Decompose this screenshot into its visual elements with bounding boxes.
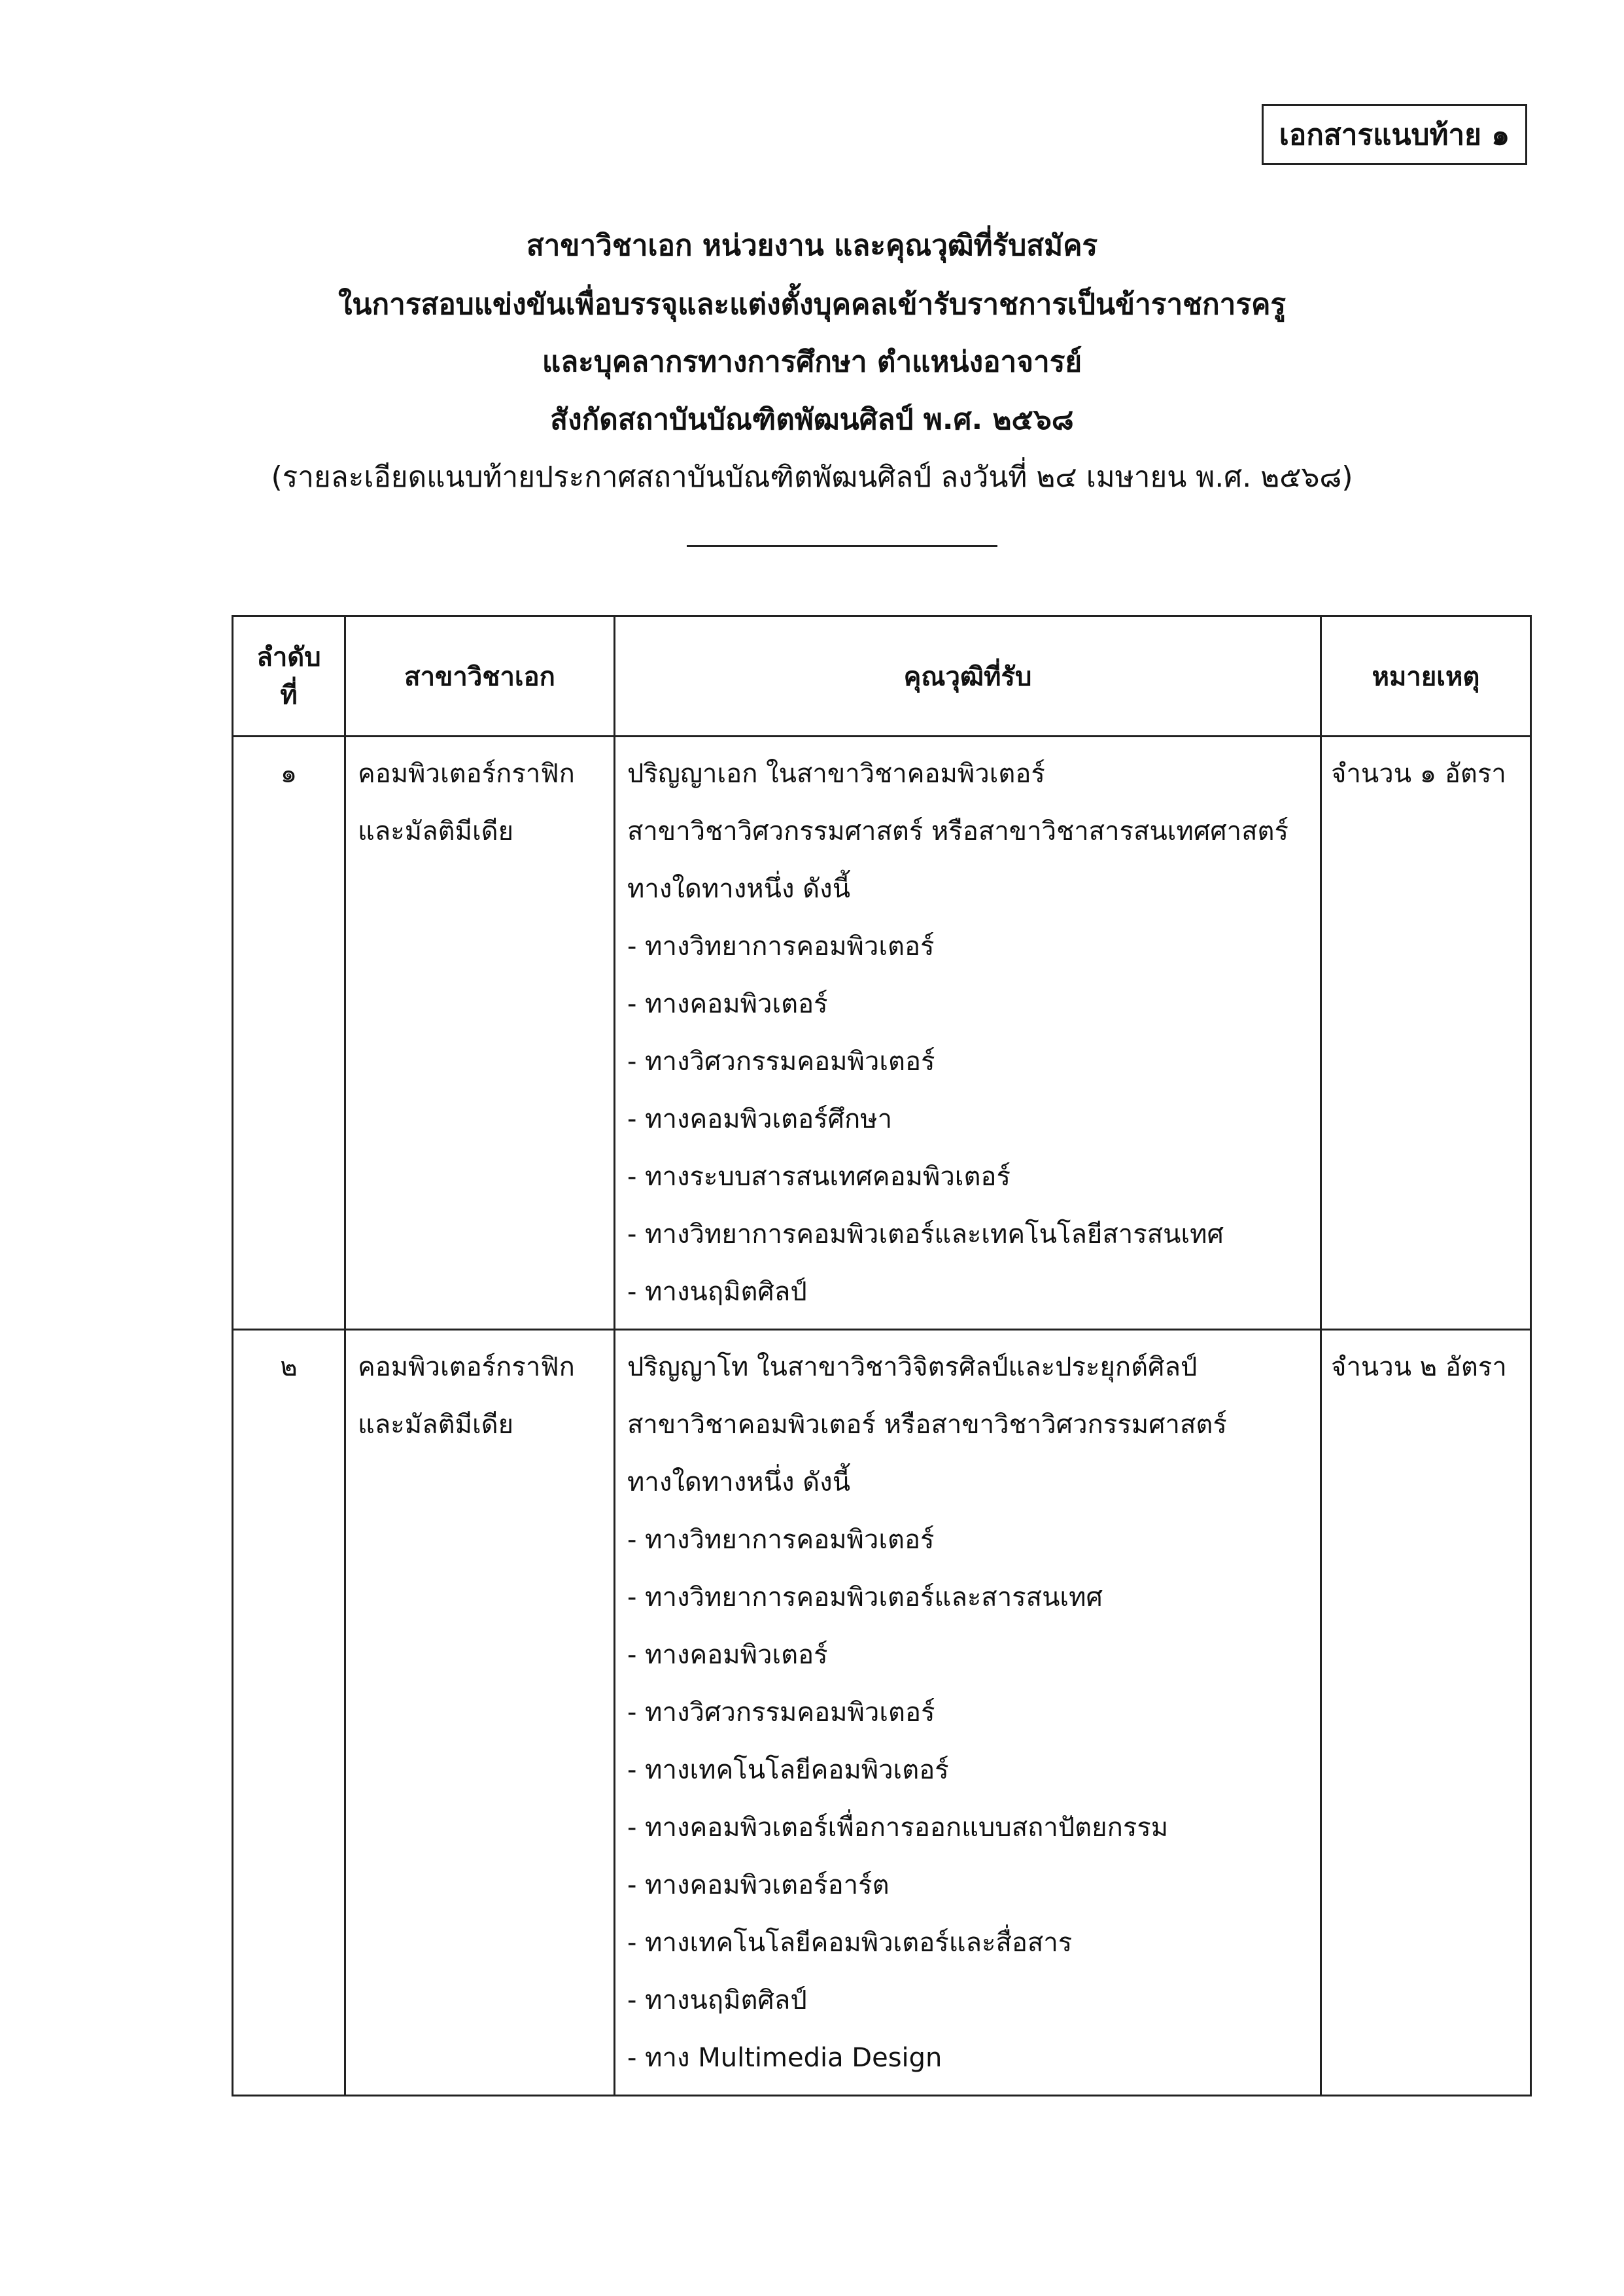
title-line-2: ในการสอบแข่งขันเพื่อบรรจุและแต่งตั้งบุคคลเข้ารับราชการเป็นข้าราชการครู (337, 288, 1287, 321)
qualification-line: - ทางวิศวกรรมคอมพิวเตอร์ (627, 1697, 935, 1728)
qualification-line: สาขาวิชาคอมพิวเตอร์ หรือสาขาวิชาวิศวกรรมศาสตร์ (627, 1410, 1227, 1440)
title-line-3: และบุคลากรทางการศึกษา ตำแหน่งอาจารย์ (542, 345, 1082, 379)
row-number: ๒ (233, 1330, 345, 2096)
row-note: จำนวน ๒ อัตรา (1321, 1330, 1531, 2096)
major-line: และมัลติมีเดีย (358, 1410, 514, 1440)
major-line: และมัลติมีเดีย (358, 816, 514, 846)
title-line-1: สาขาวิชาเอก หน่วยงาน และคุณวุฒิที่รับสมัคร (526, 229, 1098, 262)
qualification-line: - ทางวิทยาการคอมพิวเตอร์และเทคโนโลยีสารสนเทศ (627, 1219, 1224, 1249)
major-line: คอมพิวเตอร์กราฟิก (358, 759, 575, 789)
header-qualification: คุณวุฒิที่รับ (615, 616, 1321, 737)
qualification-line: - ทางคอมพิวเตอร์ศึกษา (627, 1104, 893, 1134)
major-line: คอมพิวเตอร์กราฟิก (358, 1352, 575, 1382)
qualification-line: สาขาวิชาวิศวกรรมศาสตร์ หรือสาขาวิชาสารสนเทศศาสตร์ (627, 816, 1288, 846)
table-row (233, 1330, 1531, 2096)
header-note: หมายเหตุ (1321, 616, 1531, 737)
qualification-line: ปริญญาโท ในสาขาวิชาวิจิตรศิลป์และประยุกต์ศิลป์ (627, 1352, 1198, 1382)
row-qualification (615, 1330, 1321, 2096)
qualification-line: - ทางนฤมิตศิลป์ (627, 1985, 807, 2015)
qualification-line: - ทางคอมพิวเตอร์ (627, 1640, 828, 1670)
qualification-table (232, 615, 1532, 2096)
row-major (345, 1330, 615, 2096)
qualification-line: ปริญญาเอก ในสาขาวิชาคอมพิวเตอร์ (627, 759, 1045, 789)
qualification-line: - ทางคอมพิวเตอร์อาร์ต (627, 1870, 890, 1900)
qualification-line: - ทางเทคโนโลยีคอมพิวเตอร์และสื่อสาร (627, 1928, 1073, 1958)
qualification-line: ทางใดทางหนึ่ง ดังนี้ (627, 874, 851, 904)
title-divider (687, 545, 997, 547)
qualification-line: - ทางระบบสารสนเทศคอมพิวเตอร์ (627, 1162, 1011, 1192)
qualification-line: - ทาง Multimedia Design (627, 2043, 942, 2073)
qualification-line: - ทางวิศวกรรมคอมพิวเตอร์ (627, 1047, 935, 1077)
attachment-label: เอกสารแนบท้าย ๑ (1262, 104, 1527, 165)
qualification-line: - ทางวิทยาการคอมพิวเตอร์และสารสนเทศ (627, 1582, 1103, 1612)
qualification-line: - ทางวิทยาการคอมพิวเตอร์ (627, 931, 935, 962)
row-major (345, 737, 615, 1330)
header-major: สาขาวิชาเอก (345, 616, 615, 737)
row-note: จำนวน ๑ อัตรา (1321, 737, 1531, 1330)
row-qualification (615, 737, 1321, 1330)
qualification-line: ทางใดทางหนึ่ง ดังนี้ (627, 1467, 851, 1497)
header-no-line-2: ที่ (280, 680, 298, 710)
header-no-line-1: ลำดับ (256, 642, 321, 672)
title-line-5: (รายละเอียดแนบท้ายประกาศสถาบันบัณฑิตพัฒนศิลป์ ลงวันที่ ๒๔ เมษายน พ.ศ. ๒๕๖๘) (271, 461, 1353, 494)
table-header-row (233, 616, 1531, 737)
title-line-4: สังกัดสถาบันบัณฑิตพัฒนศิลป์ พ.ศ. ๒๕๖๘ (550, 403, 1074, 436)
table-row (233, 737, 1531, 1330)
qualification-line: - ทางคอมพิวเตอร์เพื่อการออกแบบสถาปัตยกรรม (627, 1813, 1169, 1843)
qualification-line: - ทางเทคโนโลยีคอมพิวเตอร์ (627, 1755, 949, 1785)
qualification-line: - ทางวิทยาการคอมพิวเตอร์ (627, 1525, 935, 1555)
header-no (233, 616, 345, 737)
qualification-line: - ทางคอมพิวเตอร์ (627, 989, 828, 1019)
qualification-line: - ทางนฤมิตศิลป์ (627, 1277, 807, 1307)
row-number: ๑ (233, 737, 345, 1330)
